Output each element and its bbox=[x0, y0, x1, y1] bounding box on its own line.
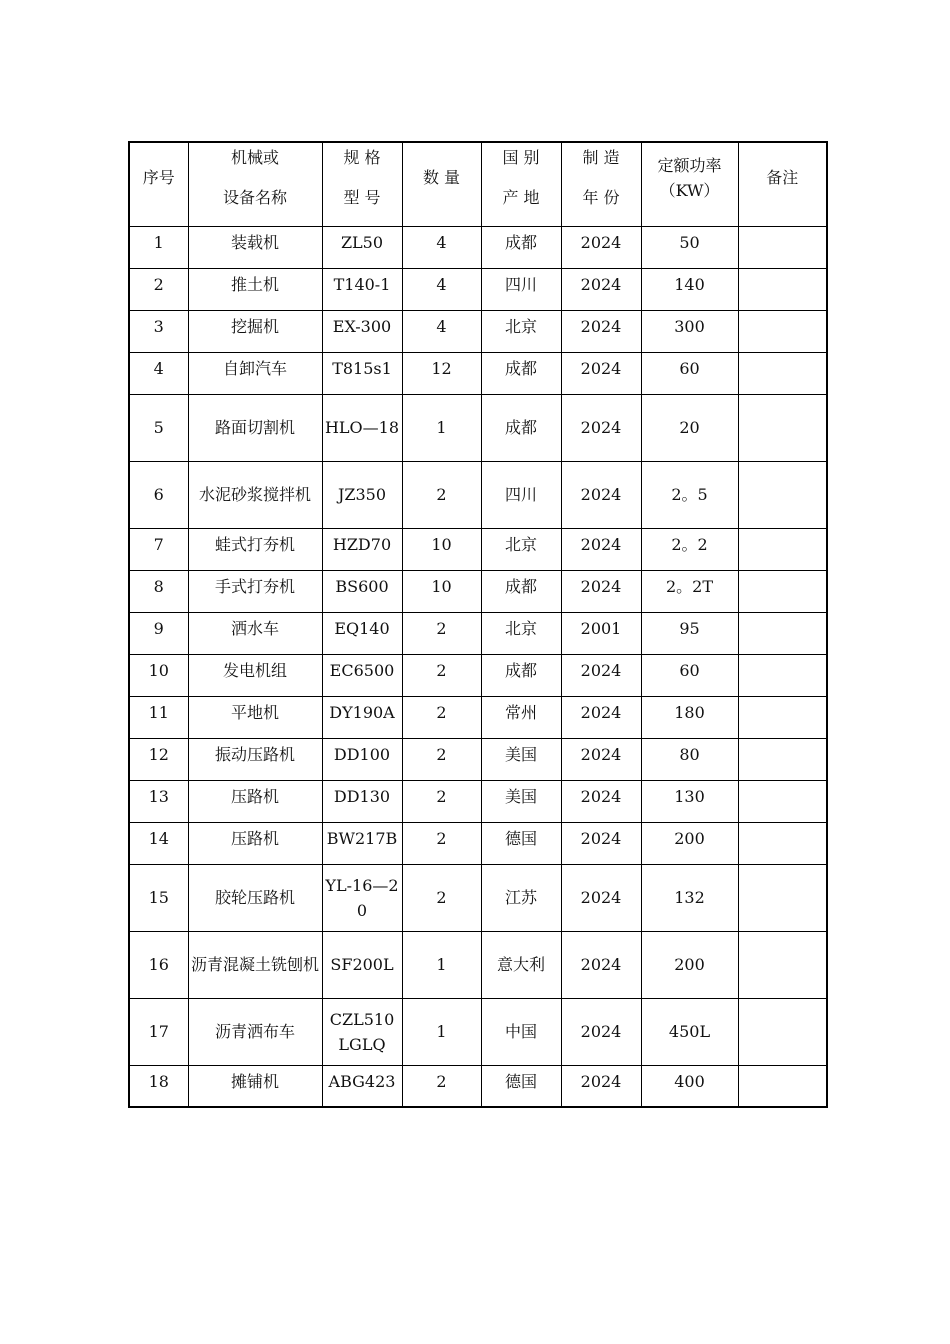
cell-origin: 常州 bbox=[481, 696, 561, 738]
cell-model: EC6500 bbox=[322, 654, 402, 696]
cell-origin: 四川 bbox=[481, 268, 561, 310]
cell-model: HZD70 bbox=[322, 528, 402, 570]
cell-note bbox=[738, 461, 827, 528]
cell-model: EQ140 bbox=[322, 612, 402, 654]
table-row bbox=[129, 822, 827, 864]
header-seq: 序号 bbox=[129, 142, 188, 226]
cell-origin: 成都 bbox=[481, 654, 561, 696]
cell-qty: 2 bbox=[402, 461, 481, 528]
cell-seq: 10 bbox=[129, 654, 188, 696]
cell-note bbox=[738, 654, 827, 696]
header-model: 规 格 型 号 bbox=[322, 142, 402, 226]
cell-name: 振动压路机 bbox=[188, 738, 322, 780]
cell-power: 50 bbox=[641, 226, 738, 268]
cell-note bbox=[738, 822, 827, 864]
cell-note bbox=[738, 226, 827, 268]
cell-year: 2024 bbox=[561, 931, 641, 998]
cell-model: ABG423 bbox=[322, 1065, 402, 1107]
cell-origin: 北京 bbox=[481, 612, 561, 654]
cell-name: 挖掘机 bbox=[188, 310, 322, 352]
cell-qty: 4 bbox=[402, 226, 481, 268]
cell-origin: 中国 bbox=[481, 998, 561, 1065]
cell-model: EX-300 bbox=[322, 310, 402, 352]
cell-qty: 2 bbox=[402, 696, 481, 738]
header-note: 备注 bbox=[738, 142, 827, 226]
cell-power: 180 bbox=[641, 696, 738, 738]
cell-note bbox=[738, 528, 827, 570]
header-row bbox=[129, 142, 827, 226]
cell-origin: 成都 bbox=[481, 570, 561, 612]
cell-power: 132 bbox=[641, 864, 738, 931]
cell-model: CZL510LGLQ bbox=[322, 998, 402, 1065]
cell-seq: 5 bbox=[129, 394, 188, 461]
cell-seq: 8 bbox=[129, 570, 188, 612]
cell-origin: 德国 bbox=[481, 822, 561, 864]
cell-qty: 12 bbox=[402, 352, 481, 394]
cell-qty: 1 bbox=[402, 931, 481, 998]
cell-model: HLO—18 bbox=[322, 394, 402, 461]
cell-name: 沥青洒布车 bbox=[188, 998, 322, 1065]
cell-seq: 11 bbox=[129, 696, 188, 738]
cell-qty: 10 bbox=[402, 528, 481, 570]
cell-year: 2024 bbox=[561, 394, 641, 461]
table-row bbox=[129, 570, 827, 612]
cell-origin: 意大利 bbox=[481, 931, 561, 998]
cell-origin: 美国 bbox=[481, 780, 561, 822]
cell-model: BS600 bbox=[322, 570, 402, 612]
cell-year: 2024 bbox=[561, 352, 641, 394]
cell-year: 2024 bbox=[561, 696, 641, 738]
cell-year: 2024 bbox=[561, 654, 641, 696]
cell-year: 2024 bbox=[561, 1065, 641, 1107]
cell-year: 2024 bbox=[561, 528, 641, 570]
cell-name: 摊铺机 bbox=[188, 1065, 322, 1107]
cell-model: DD100 bbox=[322, 738, 402, 780]
cell-qty: 2 bbox=[402, 738, 481, 780]
cell-name: 胶轮压路机 bbox=[188, 864, 322, 931]
cell-note bbox=[738, 352, 827, 394]
cell-year: 2024 bbox=[561, 780, 641, 822]
cell-name: 蛙式打夯机 bbox=[188, 528, 322, 570]
cell-note bbox=[738, 738, 827, 780]
cell-seq: 3 bbox=[129, 310, 188, 352]
cell-qty: 4 bbox=[402, 310, 481, 352]
cell-year: 2024 bbox=[561, 461, 641, 528]
cell-note bbox=[738, 310, 827, 352]
table-row bbox=[129, 268, 827, 310]
cell-qty: 2 bbox=[402, 654, 481, 696]
cell-origin: 北京 bbox=[481, 528, 561, 570]
table-row bbox=[129, 352, 827, 394]
cell-seq: 9 bbox=[129, 612, 188, 654]
cell-name: 水泥砂浆搅拌机 bbox=[188, 461, 322, 528]
cell-power: 450L bbox=[641, 998, 738, 1065]
cell-model: JZ350 bbox=[322, 461, 402, 528]
equipment-table bbox=[128, 141, 828, 1108]
header-qty: 数 量 bbox=[402, 142, 481, 226]
header-origin: 国 别 产 地 bbox=[481, 142, 561, 226]
header-year: 制 造 年 份 bbox=[561, 142, 641, 226]
cell-seq: 2 bbox=[129, 268, 188, 310]
cell-seq: 4 bbox=[129, 352, 188, 394]
cell-year: 2024 bbox=[561, 864, 641, 931]
cell-name: 发电机组 bbox=[188, 654, 322, 696]
cell-name: 推土机 bbox=[188, 268, 322, 310]
cell-origin: 四川 bbox=[481, 461, 561, 528]
table-row bbox=[129, 738, 827, 780]
cell-power: 80 bbox=[641, 738, 738, 780]
cell-power: 2。2T bbox=[641, 570, 738, 612]
cell-model: DY190A bbox=[322, 696, 402, 738]
cell-note bbox=[738, 1065, 827, 1107]
cell-year: 2024 bbox=[561, 310, 641, 352]
cell-qty: 2 bbox=[402, 780, 481, 822]
cell-year: 2024 bbox=[561, 998, 641, 1065]
cell-note bbox=[738, 998, 827, 1065]
cell-qty: 10 bbox=[402, 570, 481, 612]
table-row bbox=[129, 226, 827, 268]
cell-qty: 2 bbox=[402, 1065, 481, 1107]
cell-power: 400 bbox=[641, 1065, 738, 1107]
cell-seq: 17 bbox=[129, 998, 188, 1065]
cell-seq: 16 bbox=[129, 931, 188, 998]
cell-power: 300 bbox=[641, 310, 738, 352]
cell-note bbox=[738, 394, 827, 461]
table-row bbox=[129, 998, 827, 1065]
cell-year: 2024 bbox=[561, 738, 641, 780]
cell-note bbox=[738, 780, 827, 822]
cell-origin: 江苏 bbox=[481, 864, 561, 931]
cell-power: 60 bbox=[641, 352, 738, 394]
cell-power: 95 bbox=[641, 612, 738, 654]
cell-model: YL-16—20 bbox=[322, 864, 402, 931]
table-row bbox=[129, 931, 827, 998]
cell-seq: 6 bbox=[129, 461, 188, 528]
table-row bbox=[129, 696, 827, 738]
cell-model: ZL50 bbox=[322, 226, 402, 268]
cell-power: 20 bbox=[641, 394, 738, 461]
table-row bbox=[129, 780, 827, 822]
cell-year: 2024 bbox=[561, 226, 641, 268]
cell-note bbox=[738, 696, 827, 738]
table-row bbox=[129, 528, 827, 570]
cell-power: 60 bbox=[641, 654, 738, 696]
cell-note bbox=[738, 864, 827, 931]
cell-seq: 13 bbox=[129, 780, 188, 822]
table-row bbox=[129, 394, 827, 461]
cell-qty: 2 bbox=[402, 822, 481, 864]
cell-year: 2024 bbox=[561, 570, 641, 612]
cell-name: 压路机 bbox=[188, 822, 322, 864]
cell-name: 自卸汽车 bbox=[188, 352, 322, 394]
cell-qty: 4 bbox=[402, 268, 481, 310]
cell-note bbox=[738, 570, 827, 612]
header-power: 定额功率 （KW） bbox=[641, 142, 738, 226]
cell-origin: 北京 bbox=[481, 310, 561, 352]
cell-note bbox=[738, 268, 827, 310]
table-row bbox=[129, 1065, 827, 1107]
cell-model: SF200L bbox=[322, 931, 402, 998]
cell-seq: 15 bbox=[129, 864, 188, 931]
cell-seq: 14 bbox=[129, 822, 188, 864]
table-row bbox=[129, 461, 827, 528]
table-row bbox=[129, 864, 827, 931]
cell-name: 装载机 bbox=[188, 226, 322, 268]
cell-power: 200 bbox=[641, 931, 738, 998]
cell-power: 130 bbox=[641, 780, 738, 822]
cell-note bbox=[738, 612, 827, 654]
cell-origin: 德国 bbox=[481, 1065, 561, 1107]
cell-qty: 2 bbox=[402, 864, 481, 931]
cell-power: 2。5 bbox=[641, 461, 738, 528]
cell-name: 平地机 bbox=[188, 696, 322, 738]
cell-year: 2024 bbox=[561, 268, 641, 310]
cell-origin: 美国 bbox=[481, 738, 561, 780]
cell-model: T815s1 bbox=[322, 352, 402, 394]
cell-qty: 2 bbox=[402, 612, 481, 654]
cell-year: 2001 bbox=[561, 612, 641, 654]
cell-name: 手式打夯机 bbox=[188, 570, 322, 612]
cell-seq: 1 bbox=[129, 226, 188, 268]
cell-name: 沥青混凝土铣刨机 bbox=[188, 931, 322, 998]
cell-seq: 12 bbox=[129, 738, 188, 780]
cell-note bbox=[738, 931, 827, 998]
cell-qty: 1 bbox=[402, 394, 481, 461]
table-row bbox=[129, 654, 827, 696]
cell-power: 200 bbox=[641, 822, 738, 864]
cell-name: 洒水车 bbox=[188, 612, 322, 654]
cell-year: 2024 bbox=[561, 822, 641, 864]
cell-power: 2。2 bbox=[641, 528, 738, 570]
table-row bbox=[129, 310, 827, 352]
cell-model: T140-1 bbox=[322, 268, 402, 310]
cell-origin: 成都 bbox=[481, 352, 561, 394]
header-name: 机械或 设备名称 bbox=[188, 142, 322, 226]
cell-origin: 成都 bbox=[481, 226, 561, 268]
cell-power: 140 bbox=[641, 268, 738, 310]
cell-model: BW217B bbox=[322, 822, 402, 864]
cell-seq: 7 bbox=[129, 528, 188, 570]
cell-name: 路面切割机 bbox=[188, 394, 322, 461]
cell-name: 压路机 bbox=[188, 780, 322, 822]
table-row bbox=[129, 612, 827, 654]
cell-seq: 18 bbox=[129, 1065, 188, 1107]
cell-origin: 成都 bbox=[481, 394, 561, 461]
cell-qty: 1 bbox=[402, 998, 481, 1065]
cell-model: DD130 bbox=[322, 780, 402, 822]
